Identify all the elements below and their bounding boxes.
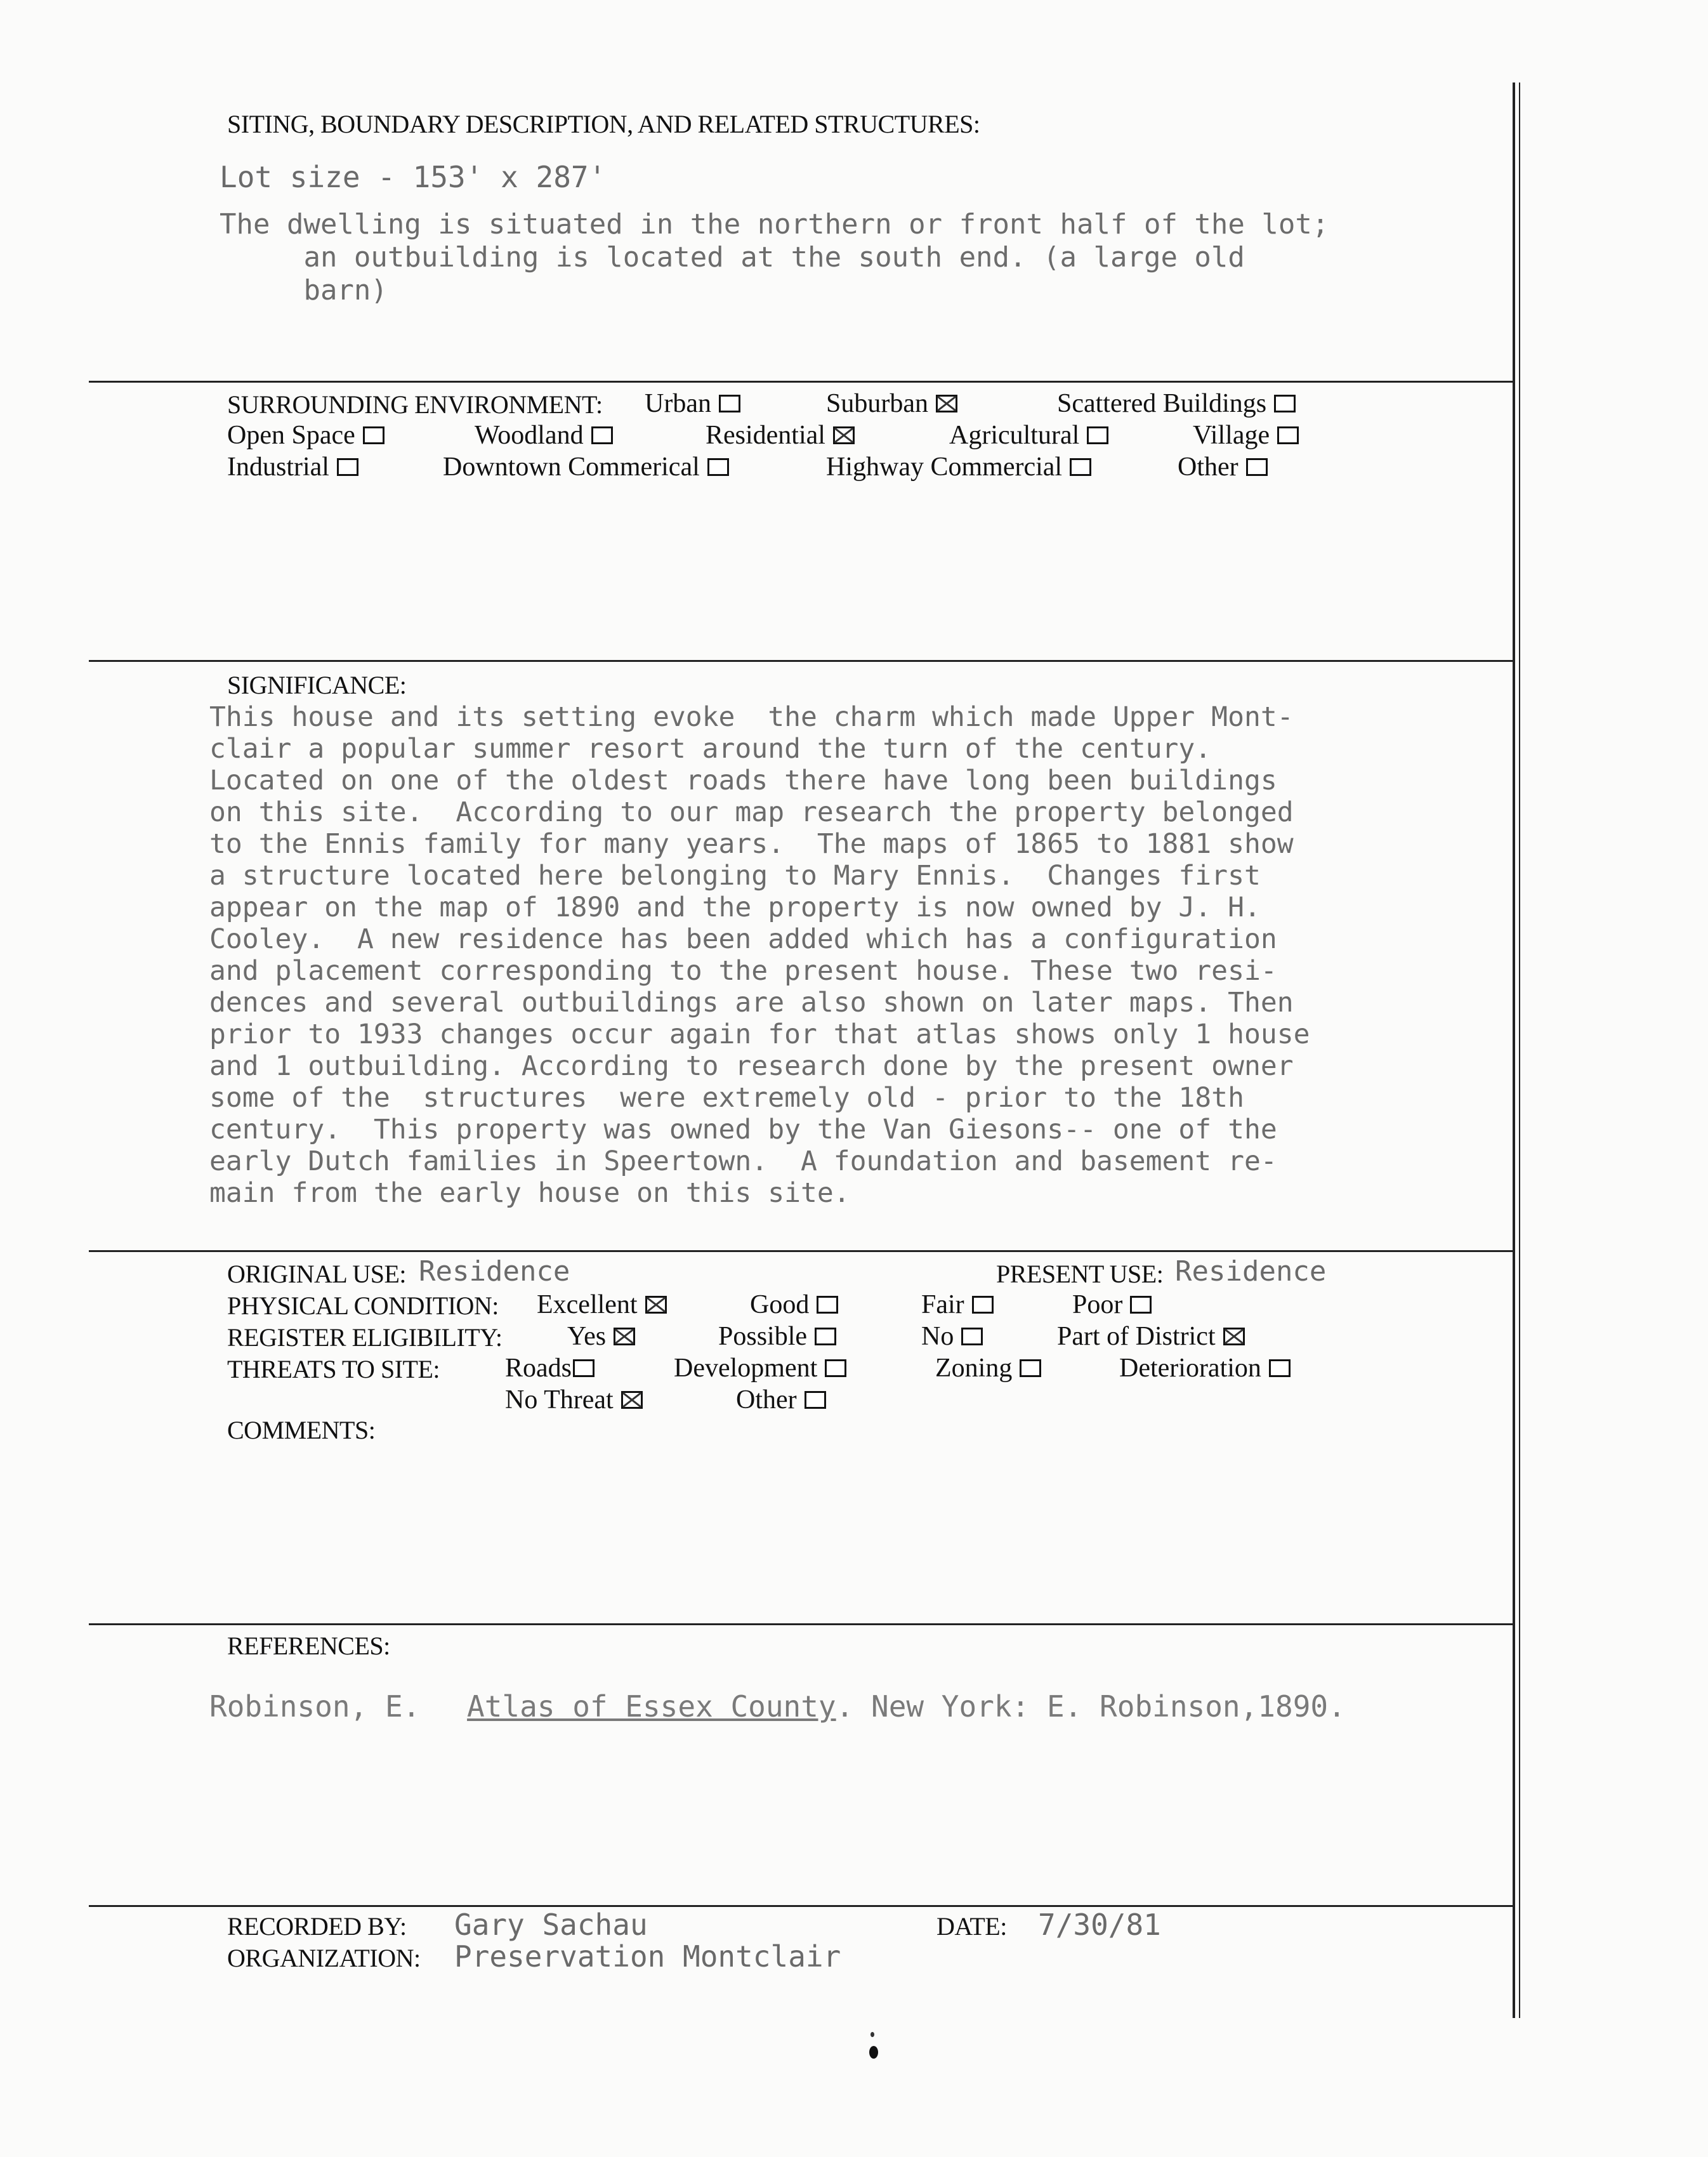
siting-heading: SITING, BOUNDARY DESCRIPTION, AND RELATED STRUCTURES: [227, 110, 980, 138]
checkbox[interactable] [817, 1296, 838, 1314]
checkbox[interactable] [805, 1391, 826, 1409]
condition-label: PHYSICAL CONDITION: [227, 1291, 499, 1320]
env-village[interactable]: Village [1193, 420, 1299, 451]
present-use-value: Residence [1175, 1255, 1327, 1288]
env-scattered[interactable]: Scattered Buildings [1057, 388, 1296, 419]
checkbox[interactable] [573, 1359, 595, 1377]
reference-entry [209, 1689, 1346, 1724]
comments-label: COMMENTS: [227, 1416, 376, 1444]
lot-size: Lot size - 153' x 287' [220, 160, 607, 194]
checkbox-checked[interactable] [621, 1391, 643, 1409]
siting-text: The dwelling is situated in the northern or front half of the lot; an outbuilding is located at the south end. (a large old barn) [220, 208, 1329, 307]
organization-label: ORGANIZATION: [227, 1944, 421, 1972]
checkbox-checked[interactable] [1223, 1328, 1245, 1345]
checkbox[interactable] [1070, 458, 1091, 476]
punch-mark [869, 2046, 878, 2059]
checkbox[interactable] [1087, 426, 1108, 444]
checkbox[interactable] [1020, 1359, 1041, 1377]
original-use-value: Residence [419, 1255, 570, 1288]
env-downtown[interactable]: Downtown Commerical [443, 452, 729, 482]
reference-author: Robinson, E. [209, 1689, 421, 1724]
checkbox[interactable] [1277, 426, 1299, 444]
environment-heading: SURROUNDING ENVIRONMENT: [227, 390, 603, 419]
recorded-by-label: RECORDED BY: [227, 1912, 407, 1941]
significance-heading: SIGNIFICANCE: [227, 671, 407, 699]
reference-title: Atlas of Essex County [467, 1689, 836, 1724]
checkbox[interactable] [1246, 458, 1268, 476]
checkbox[interactable] [337, 458, 358, 476]
original-use-label: ORIGINAL USE: [227, 1260, 406, 1288]
env-woodland[interactable]: Woodland [475, 420, 613, 451]
threat-no-threat[interactable]: No Threat [505, 1385, 643, 1415]
threats-label: THREATS TO SITE: [227, 1355, 440, 1383]
right-border-inner [1519, 82, 1520, 2018]
env-open-space[interactable]: Open Space [227, 420, 384, 451]
right-border [1513, 82, 1515, 2018]
threat-other[interactable]: Other [736, 1385, 826, 1415]
divider-2 [89, 660, 1514, 662]
checkbox[interactable] [1269, 1359, 1291, 1377]
checkbox[interactable] [961, 1328, 983, 1345]
checkbox[interactable] [1130, 1296, 1152, 1314]
env-suburban[interactable]: Suburban [826, 388, 957, 419]
divider-5 [89, 1905, 1514, 1907]
env-other[interactable]: Other [1178, 452, 1268, 482]
checkbox-checked[interactable] [936, 395, 957, 412]
checkbox[interactable] [825, 1359, 846, 1377]
threat-development[interactable]: Development [674, 1353, 846, 1383]
eligibility-district[interactable]: Part of District [1057, 1321, 1245, 1352]
env-agricultural[interactable]: Agricultural [949, 420, 1108, 451]
recorded-by-value: Gary Sachau [454, 1908, 648, 1942]
condition-excellent[interactable]: Excellent [537, 1290, 667, 1320]
checkbox[interactable] [707, 458, 729, 476]
references-heading: REFERENCES: [227, 1632, 390, 1660]
divider-4 [89, 1623, 1514, 1625]
env-highway[interactable]: Highway Commercial [826, 452, 1091, 482]
eligibility-label: REGISTER ELIGIBILITY: [227, 1323, 503, 1352]
organization-value: Preservation Montclair [454, 1939, 841, 1974]
checkbox-checked[interactable] [645, 1296, 667, 1314]
env-industrial[interactable]: Industrial [227, 452, 358, 482]
threat-deterioration[interactable]: Deterioration [1119, 1353, 1291, 1383]
checkbox-checked[interactable] [614, 1328, 635, 1345]
punch-mark [870, 2032, 874, 2037]
condition-fair[interactable]: Fair [921, 1290, 994, 1320]
checkbox-checked[interactable] [833, 426, 855, 444]
threat-zoning[interactable]: Zoning [935, 1353, 1041, 1383]
divider-3 [89, 1250, 1514, 1252]
eligibility-no[interactable]: No [921, 1321, 983, 1352]
divider-1 [89, 381, 1514, 383]
condition-poor[interactable]: Poor [1072, 1290, 1152, 1320]
env-residential[interactable]: Residential [706, 420, 855, 451]
env-urban[interactable]: Urban [645, 388, 740, 419]
eligibility-possible[interactable]: Possible [718, 1321, 836, 1352]
threat-roads[interactable]: Roads [505, 1353, 595, 1383]
checkbox[interactable] [591, 426, 613, 444]
reference-rest: . New York: E. Robinson,1890. [836, 1689, 1346, 1724]
date-label: DATE: [936, 1912, 1007, 1941]
date-value: 7/30/81 [1038, 1908, 1161, 1942]
checkbox[interactable] [1274, 395, 1296, 412]
present-use-label: PRESENT USE: [996, 1260, 1164, 1288]
significance-text: This house and its setting evoke the charm which made Upper Mont- clair a popular summer resort around the turn of the century. Located on one of the oldest roads there have long been buildings on this site. According to our map research the property belonged to the Ennis family for many years. The maps of 1865 to 1881 show a structure located here belonging to Mary Ennis. Changes first appear on the map of 1890 and the property is now owned by J. H. Cooley. A new residence has been added which has a configuration and placement corresponding to the present house. These two resi- dences and several outbuildings are also shown on later maps. Then prior to 1933 changes occur again for that atlas shows only 1 house and 1 outbuilding. According to research done by the present owner some of the structures were extremely old - prior to the 18th century. This property was owned by the Van Giesons-- one of the early Dutch families in Speertown. A foundation and basement re- main from the early house on this site. [209, 701, 1310, 1209]
checkbox[interactable] [363, 426, 384, 444]
checkbox[interactable] [719, 395, 740, 412]
eligibility-yes[interactable]: Yes [567, 1321, 635, 1352]
checkbox[interactable] [972, 1296, 994, 1314]
condition-good[interactable]: Good [750, 1290, 838, 1320]
checkbox[interactable] [815, 1328, 836, 1345]
